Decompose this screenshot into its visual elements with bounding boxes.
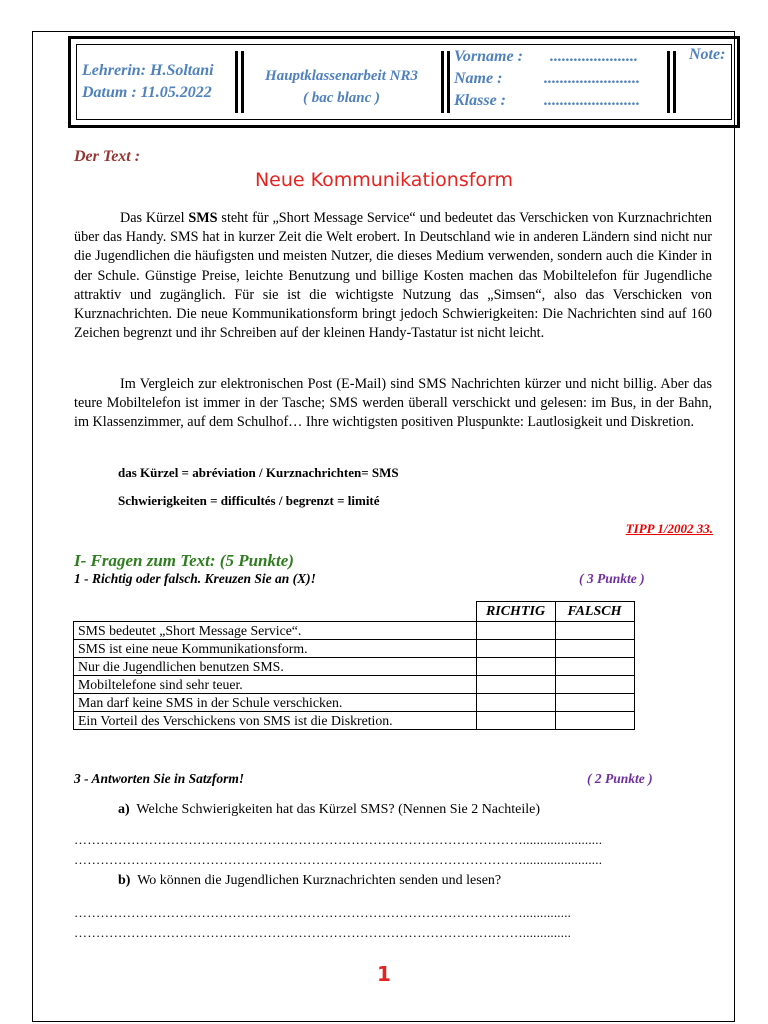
question-1-label: 1 - Richtig oder falsch. Kreuzen Sie an (X)! [74,571,316,586]
header-divider [235,51,244,113]
richtig-cell[interactable] [476,694,555,712]
true-false-table [73,601,635,730]
falsch-cell[interactable] [555,694,634,712]
name-field[interactable]: ........................ [544,70,640,87]
vocab-line-2: Schwierigkeiten = difficultés / begrenzt = limité [118,493,380,508]
falsch-header: FALSCH [555,602,634,622]
answer-line-b1[interactable]: ………………………………………………………………………………………….............. [74,905,572,920]
falsch-cell[interactable] [555,712,634,730]
answer-line-b2[interactable]: ………………………………………………………………………………………….............. [74,925,572,940]
table-row [74,694,635,712]
richtig-cell[interactable] [476,676,555,694]
paragraph-2-text: Im Vergleich zur elektronischen Post (E-Mail) sind SMS Nachrichten kürzer und nicht billig. Aber das teure Mobiltelefon ist immer in der Tasche; SMS werden überall verschickt und gelesen: im Bus, in der Bahn, im Klassenzimmer, auf dem Schulhof… Ihre wichtigsten positiven Pluspunkte: Lautlosigkeit und Diskretion. [74,376,712,431]
source-citation: TIPP 1/2002 33. [625,521,713,536]
answer-line-a2[interactable]: …………………………………………………………………………………………....................... [74,852,603,867]
table-header-row [74,602,635,622]
richtig-cell[interactable] [476,640,555,658]
richtig-cell[interactable] [476,712,555,730]
statement: Nur die Jugendlichen benutzen SMS. [74,658,477,676]
statement: SMS ist eine neue Kommunikationsform. [74,640,477,658]
vorname-label: Vorname : [454,48,523,65]
teacher-info [77,45,237,119]
text-title: Neue Kommunikationsform [254,169,514,191]
vorname-field[interactable]: ...................... [550,48,638,65]
table-row [74,622,635,640]
falsch-cell[interactable] [555,676,634,694]
question-3-label: 3 - Antworten Sie in Satzform! [74,771,245,786]
paragraph-2 [74,375,712,433]
header-divider [441,51,450,113]
exam-title: Hauptklassenarbeit NR3 [265,68,418,84]
statement: Mobiltelefone sind sehr teuer. [74,676,477,694]
answer-line-a1[interactable]: …………………………………………………………………………………………....................... [74,832,603,847]
question-a-letter: a) [118,802,130,817]
vocab-line-1: das Kürzel = abréviation / Kurznachrichten= SMS [118,465,399,480]
richtig-cell[interactable] [476,658,555,676]
falsch-cell[interactable] [555,622,634,640]
richtig-header: RICHTIG [476,602,555,622]
table-row [74,640,635,658]
question-b-text: Wo können die Jugendlichen Kurznachrichten senden und lesen? [137,873,502,888]
table-row [74,658,635,676]
exam-title-block [244,45,439,119]
statement: Man darf keine SMS in der Schule verschicken. [74,694,477,712]
richtig-cell[interactable] [476,622,555,640]
page-number: 1 [377,962,391,986]
sms-bold: SMS [188,210,218,226]
question-b [118,873,501,889]
statement: Ein Vorteil des Verschickens von SMS ist die Diskretion. [74,712,477,730]
table-row [74,712,635,730]
grade-box [679,45,734,119]
text-section-label: Der Text : [74,148,141,165]
statement: SMS bedeutet „Short Message Service“. [74,622,477,640]
exam-header [68,36,740,128]
question-3-points: ( 2 Punkte ) [587,771,653,786]
teacher-name: Lehrerin: H.Soltani [82,62,214,79]
paragraph-1-rest: steht für „Short Message Service“ und bedeutet das Verschicken von Kurznachrichten über das Handy. SMS hat in kurzer Zeit die Welt erobert. In Deutschland wie in anderen Ländern sind nicht nur die Jugendlichen die häufigsten und meisten Nutzer, die dieses Medium verwenden, sondern auch die Kinder in der Schule. Günstige Preise, leichte Benutzung und billige Kosten machen das Mobiltelefon für Jugendliche attraktiv und zugänglich. Für sie ist die wichtigste Nutzung das „Simsen“, also das Verschicken von Kurznachrichten. Die neue Kommunikationsform bringt jedoch Schwierigkeiten: Die Nachrichten sind auf 160 Zeichen begrenzt und ihr Schreiben auf der kleinen Handy-Tastatur ist nicht leicht. [74,210,712,342]
paragraph-1-start: Das Kürzel [120,210,189,226]
question-b-letter: b) [118,873,131,888]
question-1-points: ( 3 Punkte ) [579,571,645,586]
name-label: Name : [454,70,503,87]
exam-date: Datum : 11.05.2022 [82,84,212,101]
question-a-text: Welche Schwierigkeiten hat das Kürzel SMS? (Nennen Sie 2 Nachteile) [136,802,540,817]
paragraph-1 [74,209,712,343]
exam-subtitle: ( bac blanc ) [302,90,381,106]
note-label: Note: [689,46,726,63]
header-divider [667,51,676,113]
student-fields [452,45,667,119]
question-a [118,802,540,818]
questions-heading: I- Fragen zum Text: (5 Punkte) [74,551,294,570]
table-row [74,676,635,694]
klasse-field[interactable]: ........................ [544,92,640,109]
klasse-label: Klasse : [454,92,506,109]
falsch-cell[interactable] [555,658,634,676]
falsch-cell[interactable] [555,640,634,658]
